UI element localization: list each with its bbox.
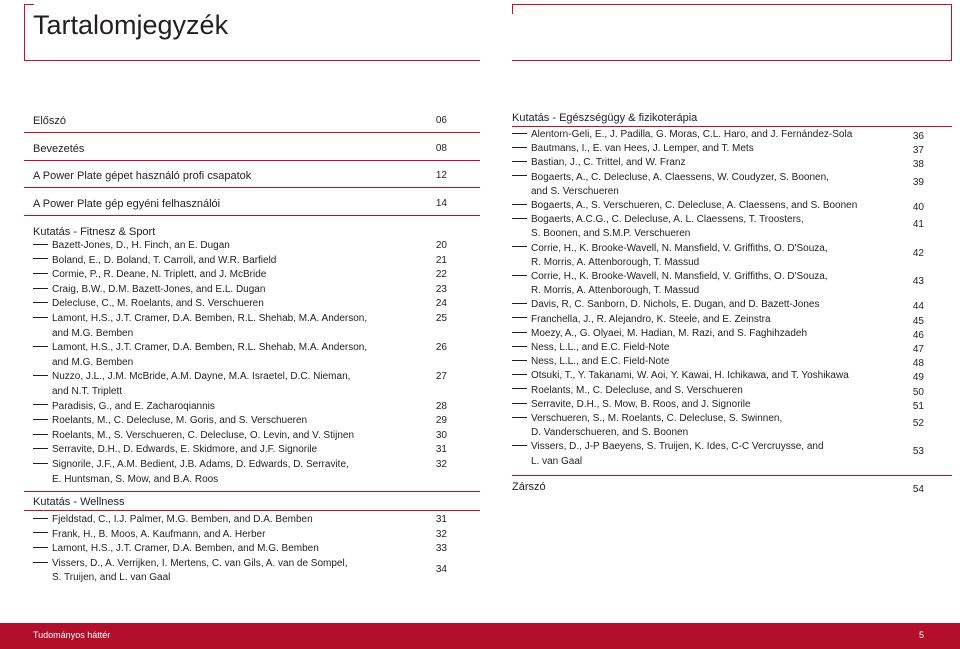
toc-entry xyxy=(33,401,215,413)
dash-marker xyxy=(512,388,527,389)
page-number: 42 xyxy=(912,247,924,259)
page-number: 34 xyxy=(435,563,447,575)
dash-marker xyxy=(512,147,527,148)
entry-authors: Bogaerts, A., S. Verschueren, C. Delecluse, A. Claessens, and S. Boonen xyxy=(531,200,858,211)
toc-entry xyxy=(33,459,349,471)
entry-authors: Cormie, P., R. Deane, N. Triplett, and J. McBride xyxy=(52,269,267,281)
page-number: 12 xyxy=(435,170,447,181)
page-number: 53 xyxy=(912,446,924,458)
page-number: 54 xyxy=(912,484,924,495)
entry-continuation: and N.T. Triplett xyxy=(52,386,123,397)
frame-corner xyxy=(512,4,513,14)
toc-entry-label: Zárszó xyxy=(512,481,546,493)
toc-entry xyxy=(512,328,807,340)
frame-corner xyxy=(24,4,25,61)
page-number: 40 xyxy=(912,202,924,213)
dash-marker xyxy=(33,419,48,420)
toc-entry xyxy=(512,370,849,382)
entry-continuation: E. Huntsman, S. Mow, and B.A. Roos xyxy=(52,473,219,485)
section-title xyxy=(512,112,697,124)
entry-authors: Bogaerts, A.C.G., C. Delecluse, A. L. Claessens, T. Troosters, xyxy=(531,214,804,226)
toc-entry xyxy=(512,299,819,311)
page-number: 06 xyxy=(435,115,447,126)
page-number: 38 xyxy=(912,159,924,171)
page-number: 31 xyxy=(435,444,447,456)
toc-entry-label: Előszó xyxy=(33,115,67,127)
entry-authors: Corrie, H., K. Brooke-Wavell, N. Mansfield, V. Griffiths, O. D'Souza, xyxy=(531,271,828,282)
entry-continuation: S. Boonen, and S.M.P. Verschueren xyxy=(531,228,691,240)
toc-entry-label: A Power Plate gép egyéni felhasználói xyxy=(33,198,221,210)
page-number: 36 xyxy=(912,131,924,142)
dash-marker xyxy=(33,346,48,347)
dash-marker xyxy=(512,218,527,219)
toc-entry xyxy=(33,115,66,127)
toc-entry xyxy=(512,172,829,184)
page-title: Tartalomjegyzék xyxy=(33,10,229,40)
dash-marker xyxy=(512,317,527,318)
dash-marker xyxy=(512,204,527,205)
entry-authors: Bogaerts, A., C. Delecluse, A. Claessens, W. Coudyzer, S. Boonen, xyxy=(531,171,829,183)
section-title-label: Kutatás - Fitnesz & Sport xyxy=(33,226,156,238)
frame-corner xyxy=(512,4,952,5)
entry-authors: Boland, E., D. Boland, T. Carroll, and W.R. Barfield xyxy=(52,254,277,266)
dash-marker xyxy=(512,275,527,276)
title-divider xyxy=(512,60,952,61)
page-number: 27 xyxy=(435,371,447,383)
entry-continuation: and M.G. Bemben xyxy=(52,356,134,368)
dash-marker xyxy=(33,562,48,563)
page-footer xyxy=(0,623,960,649)
entry-authors: Lamont, H.S., J.T. Cramer, D.A. Bemben, R.L. Shehab, M.A. Anderson, xyxy=(52,313,368,324)
page-number: 26 xyxy=(435,342,447,354)
section-title-label: Kutatás - Egészségügy & fizikoterápia xyxy=(512,112,698,124)
toc-entry xyxy=(512,129,852,141)
dash-marker xyxy=(33,258,48,259)
dash-marker xyxy=(33,532,48,533)
section-divider xyxy=(24,187,480,188)
entry-authors: Moezy, A., G. Olyaei, M. Hadian, M. Razi, and S. Faghihzadeh xyxy=(531,327,808,339)
toc-entry xyxy=(512,399,751,411)
dash-marker xyxy=(33,463,48,464)
dash-marker xyxy=(512,360,527,361)
dash-marker xyxy=(33,518,48,519)
entry-continuation: L. van Gaal xyxy=(531,455,583,467)
toc-entry xyxy=(512,342,669,354)
entry-authors: Roelants, M., C. Delecluse, and S. Verschueren xyxy=(531,384,743,396)
entry-continuation: and S. Verschueren xyxy=(531,185,619,197)
entry-authors: Lamont, H.S., J.T. Cramer, D.A. Bemben, R.L. Shehab, M.A. Anderson, xyxy=(52,342,368,354)
toc-entry xyxy=(512,143,754,155)
toc-entry xyxy=(33,269,266,281)
toc-entry xyxy=(33,558,348,570)
entry-authors: Ness, L.L., and E.C. Field-Note xyxy=(531,356,670,368)
toc-entry-label: Bevezetés xyxy=(33,143,85,155)
toc-entry xyxy=(512,214,804,226)
dash-marker xyxy=(33,288,48,289)
page-number: 51 xyxy=(912,400,924,412)
page-number: 44 xyxy=(912,301,924,313)
section-divider xyxy=(24,132,480,133)
toc-entry xyxy=(33,298,264,310)
toc-entry xyxy=(33,284,265,296)
section-title-label: Kutatás - Wellness xyxy=(33,496,125,508)
toc-entry xyxy=(512,200,857,212)
page-number: 22 xyxy=(435,269,447,281)
toc-entry xyxy=(512,157,686,169)
section-divider xyxy=(24,491,480,492)
dash-marker xyxy=(512,417,527,418)
toc-entry xyxy=(33,240,230,252)
toc-entry xyxy=(33,313,367,325)
dash-marker xyxy=(512,445,527,446)
page-number: 32 xyxy=(435,459,447,470)
toc-entry xyxy=(33,170,251,182)
toc-entry xyxy=(512,441,824,453)
toc-entry xyxy=(33,543,319,555)
toc-entry xyxy=(33,514,313,526)
entry-authors: Roelants, M., C. Delecluse, M. Goris, and S. Verschueren xyxy=(52,415,308,427)
dash-marker xyxy=(512,175,527,176)
toc-entry xyxy=(33,444,317,456)
footer-title: Tudományos háttér xyxy=(33,630,111,640)
toc-entry xyxy=(512,481,546,493)
page-number: 45 xyxy=(912,315,924,327)
dash-marker xyxy=(512,403,527,404)
page-number: 30 xyxy=(435,429,447,441)
entry-authors: Paradisis, G., and E. Zacharoqiannis xyxy=(52,400,215,412)
dash-marker xyxy=(512,346,527,347)
page-number: 20 xyxy=(435,240,447,251)
entry-authors: Frank, H., B. Moos, A. Kaufmann, and A. Herber xyxy=(52,528,266,540)
section-title xyxy=(33,226,155,238)
dash-marker xyxy=(512,246,527,247)
toc-entry xyxy=(33,430,354,442)
entry-authors: Ness, L.L., and E.C. Field-Note xyxy=(531,342,670,353)
page-number: 48 xyxy=(912,358,924,370)
section-divider xyxy=(24,510,480,511)
frame-corner xyxy=(951,4,952,61)
section-divider xyxy=(24,160,480,161)
entry-authors: Lamont, H.S., J.T. Cramer, D.A. Bemben, and M.G. Bemben xyxy=(52,543,319,555)
toc-entry xyxy=(512,243,828,255)
page-number: 50 xyxy=(912,386,924,398)
entry-authors: Bazett-Jones, D., H. Finch, an E. Dugan xyxy=(52,240,230,251)
page-number: 29 xyxy=(435,415,447,427)
toc-entry-label: A Power Plate gépet használó profi csapatok xyxy=(33,170,252,182)
entry-continuation: and M.G. Bemben xyxy=(52,327,134,339)
page-number: 41 xyxy=(912,219,924,231)
page-number: 33 xyxy=(435,543,447,555)
dash-marker xyxy=(33,547,48,548)
page-number: 46 xyxy=(912,329,924,341)
entry-authors: Davis, R, C. Sanborn, D. Nichols, E. Dugan, and D. Bazett-Jones xyxy=(531,299,820,311)
entry-authors: Bastian, J., C. Trittel, and W. Franz xyxy=(531,157,686,169)
dash-marker xyxy=(33,302,48,303)
page-number: 39 xyxy=(912,176,924,188)
entry-authors: Roelants, M., S. Verschueren, C. Delecluse, O. Levin, and V. Stijnen xyxy=(52,429,355,441)
page-number: 24 xyxy=(435,298,447,310)
page-number: 31 xyxy=(435,514,447,525)
page-number: 08 xyxy=(435,143,447,154)
toc-entry xyxy=(512,413,782,425)
page-number: 37 xyxy=(912,145,924,157)
page-number: 25 xyxy=(435,313,447,324)
toc-entry xyxy=(33,529,265,541)
toc-entry xyxy=(33,371,350,383)
page-number: 47 xyxy=(912,344,924,355)
entry-continuation: R. Morris, A. Attenborough, T. Massud xyxy=(531,285,700,297)
page-number: 43 xyxy=(912,276,924,287)
entry-continuation: S. Truijen, and L. van Gaal xyxy=(52,572,171,584)
footer-page-number: 5 xyxy=(918,630,924,640)
page-number: 49 xyxy=(912,372,924,384)
entry-authors: Franchella, J., R. Alejandro, K. Steele, and E. Zeinstra xyxy=(531,313,771,325)
toc-entry xyxy=(33,415,307,427)
dash-marker xyxy=(33,375,48,376)
entry-authors: Alentorn-Geli, E., J. Padilla, G. Moras, C.L. Haro, and J. Fernández-Sola xyxy=(531,129,853,140)
section-divider xyxy=(512,126,952,127)
page-number: 28 xyxy=(435,400,447,412)
toc-entry xyxy=(33,143,84,155)
dash-marker xyxy=(33,244,48,245)
entry-authors: Craig, B.W., D.M. Bazett-Jones, and E.L. Dugan xyxy=(52,283,266,295)
dash-marker xyxy=(33,404,48,405)
dash-marker xyxy=(512,303,527,304)
entry-authors: Fjeldstad, C., I.J. Palmer, M.G. Bemben, and D.A. Bemben xyxy=(52,514,313,525)
dash-marker xyxy=(33,434,48,435)
dash-marker xyxy=(512,133,527,134)
entry-authors: Bautmans, I., E. van Hees, J. Lemper, and T. Mets xyxy=(531,143,754,155)
page-number: 14 xyxy=(435,198,447,209)
entry-authors: Nuzzo, J.L., J.M. McBride, A.M. Dayne, M.A. Israetel, D.C. Nieman, xyxy=(52,371,351,383)
page-number: 32 xyxy=(435,528,447,540)
entry-authors: Signorile, J.F., A.M. Bedient, J.B. Adams, D. Edwards, D. Serravite, xyxy=(52,459,349,470)
entry-authors: Delecluse, C., M. Roelants, and S. Verschueren xyxy=(52,298,264,310)
entry-continuation: R. Morris, A. Attenborough, T. Massud xyxy=(531,256,700,268)
toc-entry xyxy=(33,198,220,210)
page-number: 23 xyxy=(435,283,447,295)
dash-marker xyxy=(512,332,527,333)
section-divider xyxy=(512,475,952,476)
title-divider xyxy=(24,60,480,61)
frame-corner xyxy=(24,4,34,5)
dash-marker xyxy=(33,448,48,449)
page-number: 21 xyxy=(435,254,447,266)
entry-authors: Otsuki, T., Y. Takanami, W. Aoi, Y. Kawai, H. Ichikawa, and T. Yoshikawa xyxy=(531,370,849,382)
section-divider xyxy=(24,215,480,216)
toc-entry xyxy=(512,356,669,368)
toc-entry xyxy=(33,255,276,267)
entry-authors: Serravite, D.H., S. Mow, B. Roos, and J. Signorile xyxy=(531,398,751,410)
entry-continuation: D. Vanderschueren, and S. Boonen xyxy=(531,427,689,439)
dash-marker xyxy=(512,161,527,162)
toc-entry xyxy=(512,314,771,326)
toc-entry xyxy=(33,342,367,354)
section-title xyxy=(33,496,125,508)
entry-authors: Serravite, D.H., D. Edwards, E. Skidmore, and J.F. Signorile xyxy=(52,444,318,456)
dash-marker xyxy=(33,273,48,274)
toc-entry xyxy=(512,385,743,397)
dash-marker xyxy=(512,374,527,375)
toc-entry xyxy=(512,271,828,283)
entry-authors: Verschueren, S., M. Roelants, C. Delecluse, S. Swinnen, xyxy=(531,413,783,424)
entry-authors: Corrie, H., K. Brooke-Wavell, N. Mansfield, V. Griffiths, O. D'Souza, xyxy=(531,242,828,254)
entry-authors: Vissers, D., A. Verrijken, I. Mertens, C. van Gils, A. van de Sompel, xyxy=(52,557,348,569)
page-number: 52 xyxy=(912,418,924,429)
entry-authors: Vissers, D., J-P Baeyens, S. Truijen, K. Ides, C-C Vercruysse, and xyxy=(531,441,824,453)
dash-marker xyxy=(33,317,48,318)
